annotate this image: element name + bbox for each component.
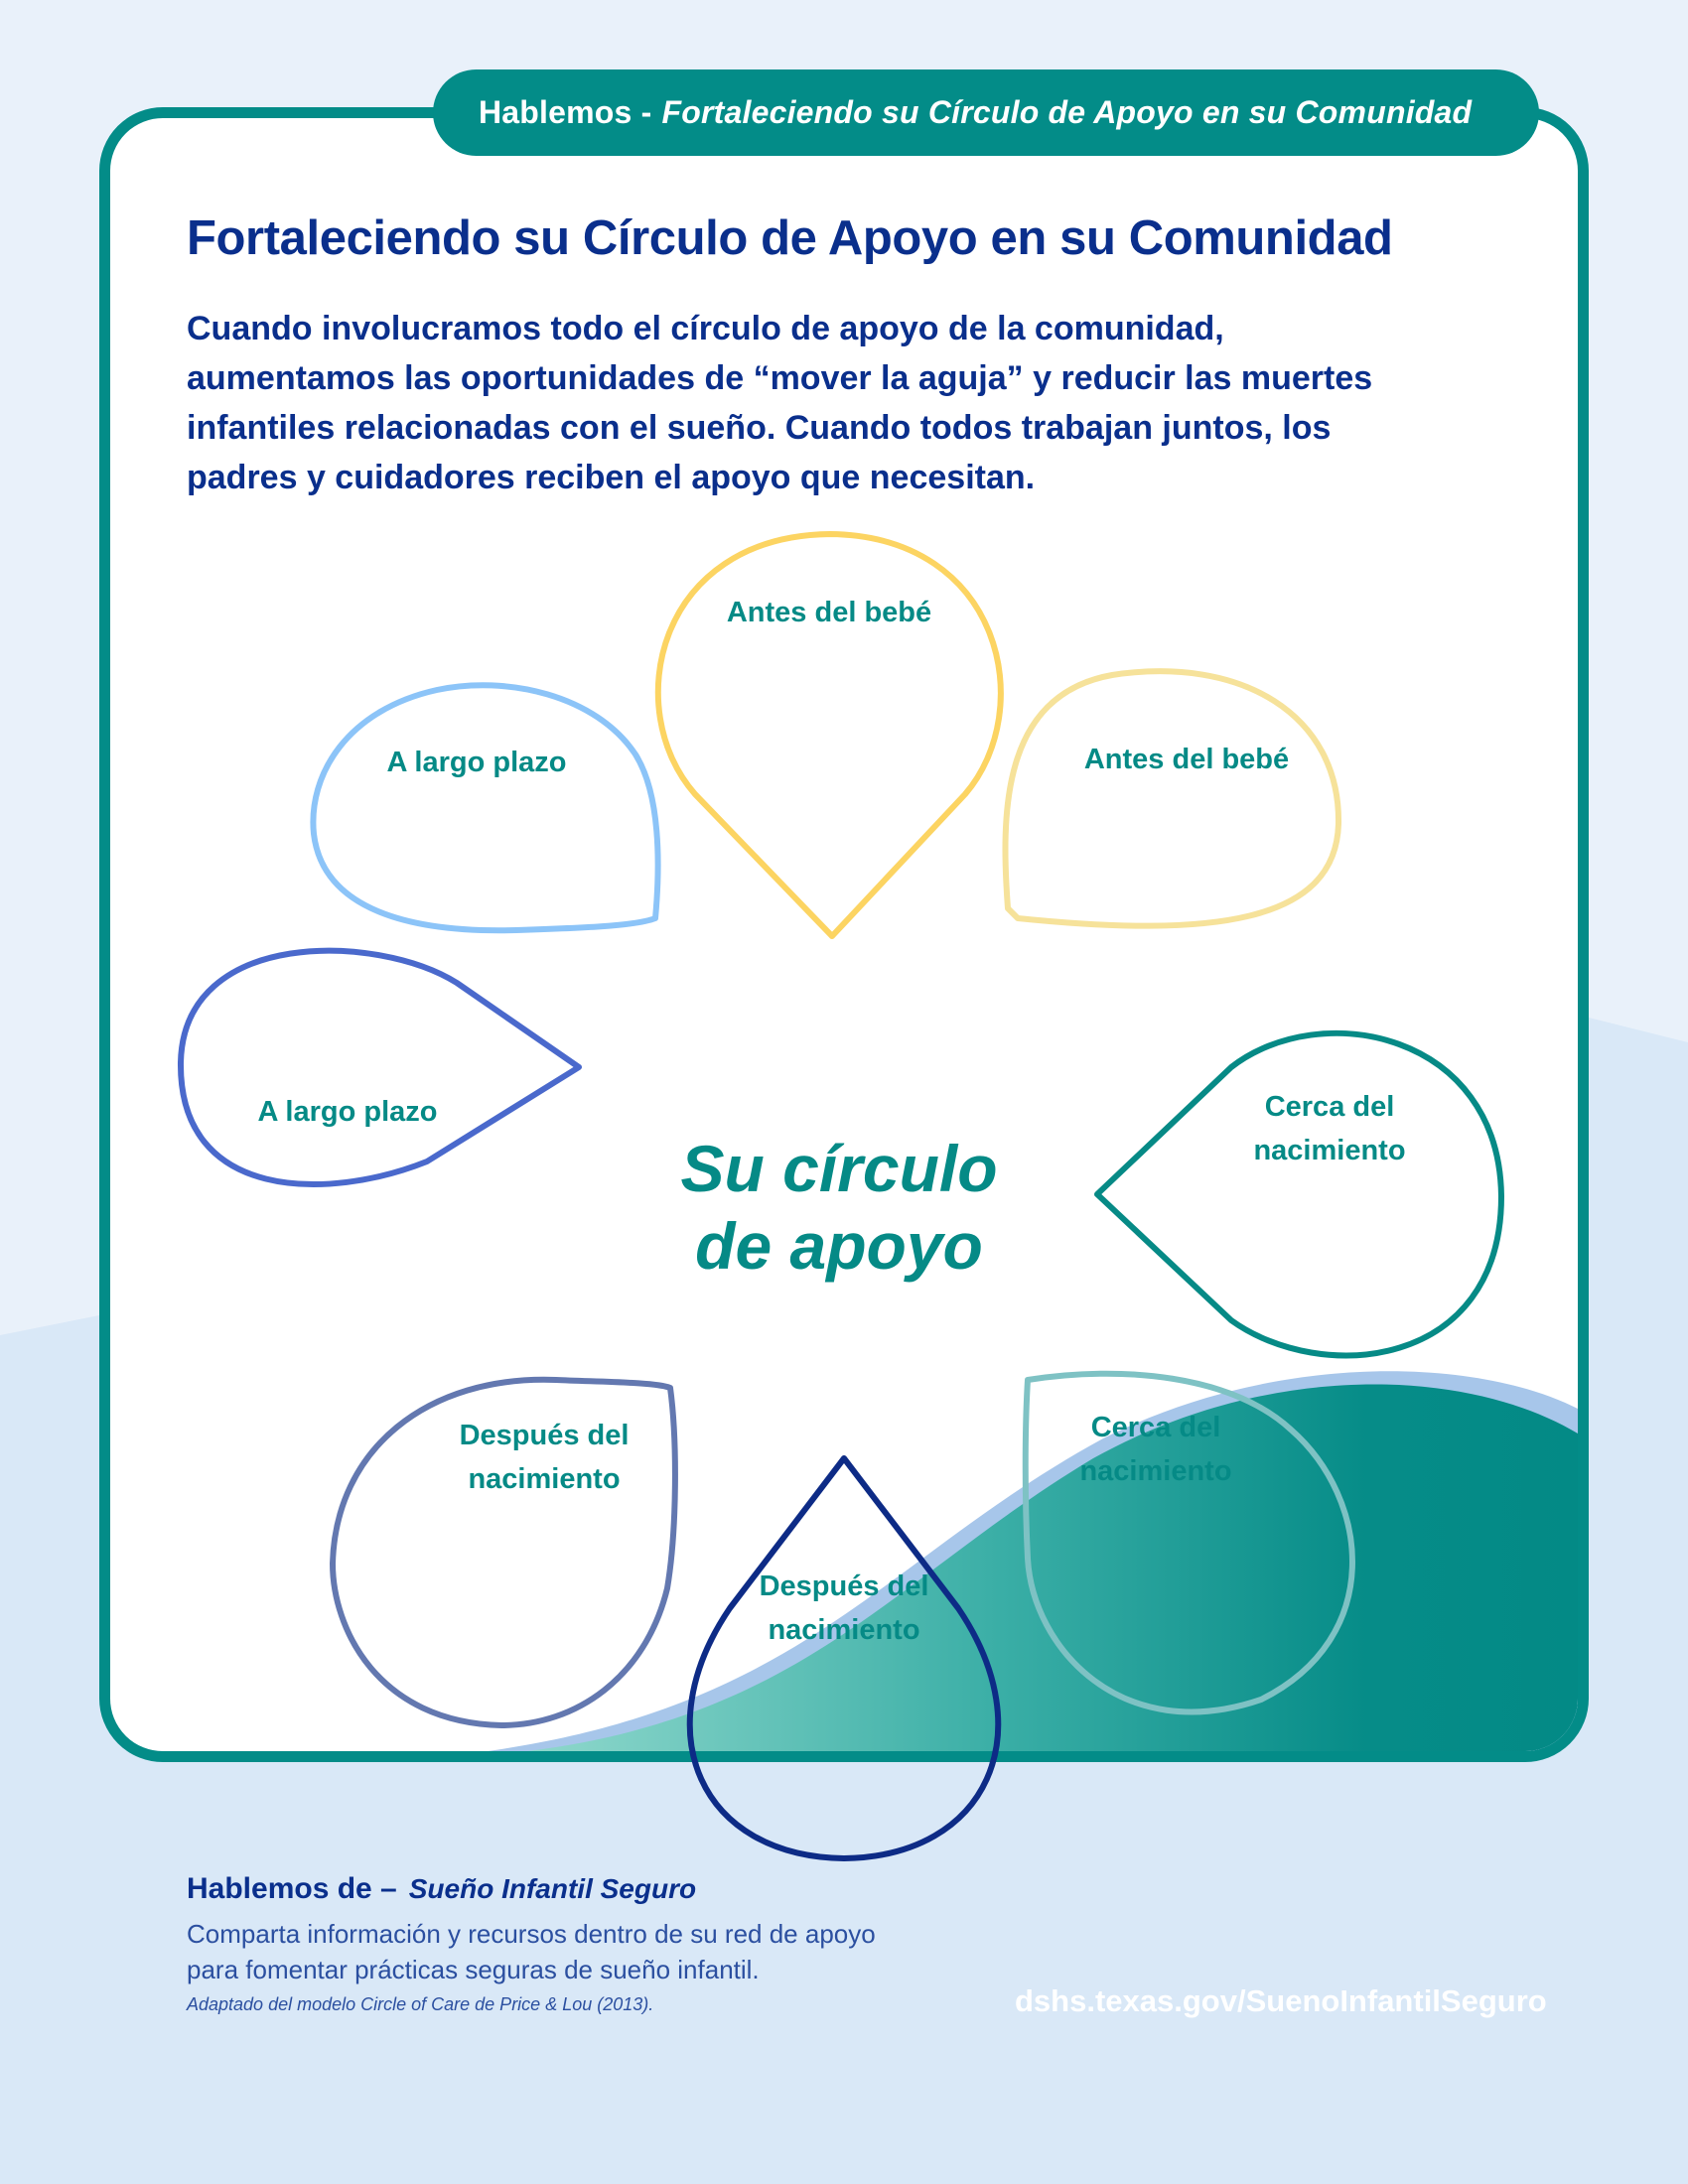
header-tab-prefix: Hablemos - <box>479 94 652 130</box>
petal-label-top <box>727 591 931 634</box>
header-tab <box>433 69 1539 156</box>
intro-paragraph <box>187 304 1497 502</box>
footer-title <box>187 1872 696 1906</box>
petal-label-upper-left <box>387 741 567 784</box>
petal-label-left <box>258 1090 438 1134</box>
footer-title-prefix: Hablemos de – <box>187 1872 397 1905</box>
center-title <box>680 1130 997 1285</box>
center-title-line: de apoyo <box>695 1209 983 1283</box>
petal-label-text: Cerca del <box>1264 1091 1395 1123</box>
petal-label-text: Antes del bebé <box>1083 744 1290 775</box>
petal-label-lower-right <box>1079 1406 1231 1493</box>
footer-body-line: Comparta información y recursos dentro de su red de apoyo <box>187 1919 876 1949</box>
petal-label-right <box>1253 1085 1405 1172</box>
petal-label-text: Después del <box>459 1420 630 1451</box>
footer-attribution: Adaptado del modelo Circle of Care de Price & Lou (2013). <box>187 1994 654 2014</box>
petal-label-text: nacimiento <box>1079 1455 1232 1487</box>
petal-label-bottom <box>760 1565 929 1652</box>
website-link[interactable]: dshs.texas.gov/SuenoInfantilSeguro <box>1015 1983 1547 2018</box>
intro-line: Cuando involucramos todo el círculo de apoyo de la comunidad, <box>187 310 1224 347</box>
footer-body <box>187 1916 876 1987</box>
footer-body-line: para fomentar prácticas seguras de sueño infantil. <box>187 1955 760 1984</box>
page-title: Fortaleciendo su Círculo de Apoyo en su Comunidad <box>187 211 1393 265</box>
footer-title-italic: Sueño Infantil Seguro <box>408 1873 697 1904</box>
petal-label-text: A largo plazo <box>386 747 567 778</box>
intro-line: padres y cuidadores reciben el apoyo que necesitan. <box>187 459 1036 496</box>
petal-label-text: Cerca del <box>1090 1412 1221 1443</box>
petal-label-text: nacimiento <box>1253 1135 1406 1166</box>
petal-label-upper-right <box>1084 738 1289 781</box>
intro-line: infantiles relacionadas con el sueño. Cuando todos trabajan juntos, los <box>187 409 1332 447</box>
petal-label-text: nacimiento <box>468 1463 621 1495</box>
header-tab-title: Fortaleciendo su Círculo de Apoyo en su Comunidad <box>661 94 1473 130</box>
petal-label-text: nacimiento <box>768 1614 920 1646</box>
center-title-line: Su círculo <box>680 1132 998 1205</box>
petal-label-text: Antes del bebé <box>726 597 932 628</box>
petal-label-lower-left <box>460 1414 630 1501</box>
intro-line: aumentamos las oportunidades de “mover la aguja” y reducir las muertes <box>187 359 1373 397</box>
petal-label-text: A largo plazo <box>257 1096 438 1128</box>
petal-label-text: Después del <box>759 1570 929 1602</box>
